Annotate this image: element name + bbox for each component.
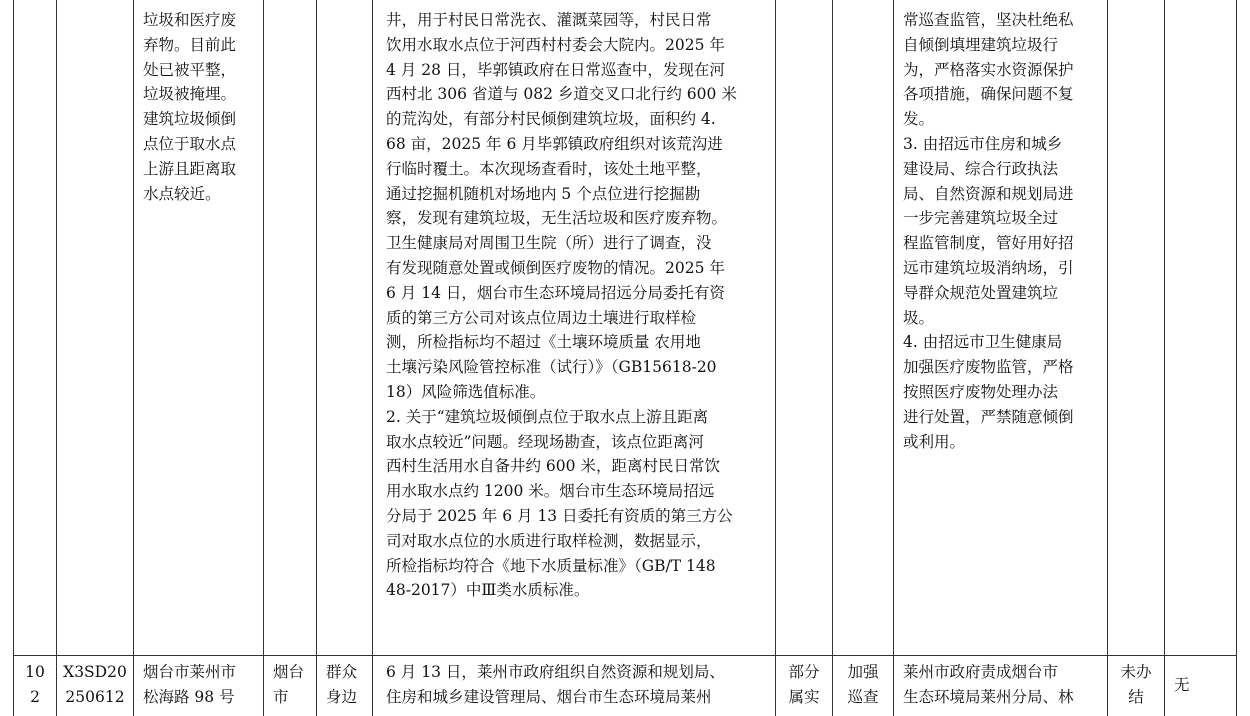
text-line: 自倾倒填埋建筑垃圾行: [903, 35, 1059, 54]
column-divider: [263, 0, 264, 716]
text-line: 属实: [788, 687, 820, 706]
text-line: 察，发现有建筑垃圾，无生活垃圾和医疗废弃物。: [386, 209, 728, 228]
text-line: 通过挖掘机随机对场地内 5 个点位进行挖掘勘: [386, 184, 701, 203]
text-line: 处已被平整，: [143, 60, 237, 79]
column-divider: [316, 0, 317, 716]
text-line: 烟台市莱州市: [143, 663, 237, 681]
text-line: 烟台: [273, 663, 305, 681]
text-line: 导群众规范处置建筑垃: [903, 283, 1059, 302]
row-divider: [13, 655, 1237, 656]
text-line: 用水取水点约 1200 米。烟台市生态环境局招远: [386, 482, 715, 501]
text-line: 结: [1128, 687, 1144, 706]
text-line: 部分: [788, 663, 820, 681]
text-line: 住房和城乡建设管理局、烟台市生态环境局莱州: [386, 687, 712, 706]
text-line: 进行处置，严禁随意倾倒: [903, 407, 1074, 426]
column-divider: [133, 0, 134, 716]
text-line: 无: [1174, 676, 1190, 694]
row102-remark-cell: [1174, 673, 1234, 698]
text-line: 莱州市政府责成烟台市: [903, 663, 1059, 681]
text-line: 远市建筑垃圾消纳场，引: [903, 258, 1074, 277]
text-line: 行临时覆土。本次现场查看时，该处土地平整，: [386, 159, 712, 178]
text-line: 垃圾和医疗废: [143, 11, 237, 29]
row101-measures-cell: [903, 8, 1105, 454]
text-line: 市: [273, 687, 289, 706]
text-line: 4 月 28 日，毕郭镇政府在日常巡查中，发现在河: [386, 60, 725, 79]
text-line: 饮用水取水点位于河西村村委会大院内。2025 年: [386, 35, 725, 54]
column-divider: [56, 0, 57, 716]
text-line: 局、自然资源和规划局进: [903, 184, 1074, 203]
text-line: 西村北 306 省道与 082 乡道交叉口北行约 600 米: [386, 85, 737, 104]
text-line: 按照医疗废物处理办法: [903, 382, 1059, 401]
text-line: 巡查: [847, 687, 879, 706]
text-line: X3SD20: [63, 663, 127, 681]
text-line: 4. 由招远市卫生健康局: [903, 333, 1063, 352]
column-divider: [832, 0, 833, 716]
text-line: 上游且距离取: [143, 159, 237, 178]
text-line: 西村生活用水自备井约 600 米，距离村民日常饮: [386, 457, 720, 476]
text-line: 群众: [326, 663, 358, 681]
row102-findings-cell: [386, 660, 772, 710]
text-line: 测，所检指标均不超过《土壤环境质量 农用地: [386, 333, 701, 352]
text-line: 常巡查监管，坚决杜绝私: [903, 11, 1074, 29]
text-line: 各项措施，确保问题不复: [903, 85, 1074, 104]
text-line: 圾。: [903, 308, 935, 327]
text-line: 质的第三方公司对该点位周边土壤进行取样检: [386, 308, 697, 327]
text-line: 一步完善建筑垃圾全过: [903, 209, 1059, 228]
text-line: 的荒沟处，有部分村民倾倒建筑垃圾，面积约 4.: [386, 110, 716, 129]
text-line: 建筑垃圾倾倒: [143, 110, 237, 129]
text-line: 加强医疗废物监管，严格: [903, 358, 1074, 377]
text-line: 发。: [903, 110, 935, 129]
text-line: 松海路 98 号: [143, 687, 235, 706]
text-line: 或利用。: [903, 432, 966, 451]
text-line: 未办: [1120, 663, 1152, 681]
row102-seq-cell: [14, 660, 56, 710]
text-line: 水点较近。: [143, 184, 221, 203]
row102-code-cell: [57, 660, 133, 710]
column-divider: [1164, 0, 1165, 716]
text-line: 井，用于村民日常洗衣、灌溉菜园等，村民日常: [386, 11, 712, 29]
row102-type-cell: [326, 660, 371, 710]
text-line: 身边: [326, 687, 358, 706]
text-line: 垃圾被掩埋。: [143, 85, 237, 104]
text-line: 为，严格落实水资源保护: [903, 60, 1074, 79]
row102-action-cell: [833, 660, 893, 710]
column-divider: [893, 0, 894, 716]
text-line: 有发现随意处置或倾倒医疗废物的情况。2025 年: [386, 258, 725, 277]
row101-issue-cell: [143, 8, 261, 206]
text-line: 生态环境局莱州分局、林: [903, 687, 1074, 706]
text-line: 分局于 2025 年 6 月 13 日委托有资质的第三方公: [386, 506, 733, 525]
text-line: 取水点较近”问题。经现场勘查，该点位距离河: [386, 432, 704, 451]
text-line: 点位于取水点: [143, 134, 237, 153]
row102-issue-cell: [143, 660, 261, 710]
text-line: 程监管制度，管好用好招: [903, 234, 1074, 253]
table-border-left: [13, 0, 14, 716]
text-line: 250612: [65, 687, 125, 706]
row101-findings-cell: [386, 8, 772, 603]
text-line: 2: [30, 687, 40, 706]
text-line: 卫生健康局对周围卫生院（所）进行了调查，没: [386, 234, 712, 253]
text-line: 土壤污染风险管控标准（试行）》（GB15618-20: [386, 358, 717, 377]
text-line: 48-2017）中Ⅲ类水质标准。: [386, 581, 590, 600]
table-border-right: [1236, 0, 1237, 716]
text-line: 所检指标均符合《地下水质量标准》（GB/T 148: [386, 556, 716, 575]
text-line: 18）风险筛选值标准。: [386, 382, 546, 401]
column-divider: [1107, 0, 1108, 716]
column-divider: [775, 0, 776, 716]
text-line: 加强: [847, 663, 879, 681]
row102-city-cell: [273, 660, 315, 710]
text-line: 3. 由招远市住房和城乡: [903, 134, 1063, 153]
row102-measures-cell: [903, 660, 1105, 710]
text-line: 6 月 13 日，莱州市政府组织自然资源和规划局、: [386, 663, 725, 681]
text-line: 弃物。目前此: [143, 35, 237, 54]
text-line: 司对取水点位的水质进行取样检测，数据显示，: [386, 531, 712, 550]
text-line: 10: [25, 663, 45, 681]
text-line: 68 亩，2025 年 6 月毕郭镇政府组织对该荒沟进: [386, 134, 723, 153]
column-divider: [372, 0, 373, 716]
text-line: 建设局、综合行政执法: [903, 159, 1059, 178]
row102-verify-cell: [776, 660, 832, 710]
row102-status-cell: [1108, 660, 1164, 710]
text-line: 6 月 14 日，烟台市生态环境局招远分局委托有资: [386, 283, 725, 302]
text-line: 2. 关于“建筑垃圾倾倒点位于取水点上游且距离: [386, 407, 709, 426]
